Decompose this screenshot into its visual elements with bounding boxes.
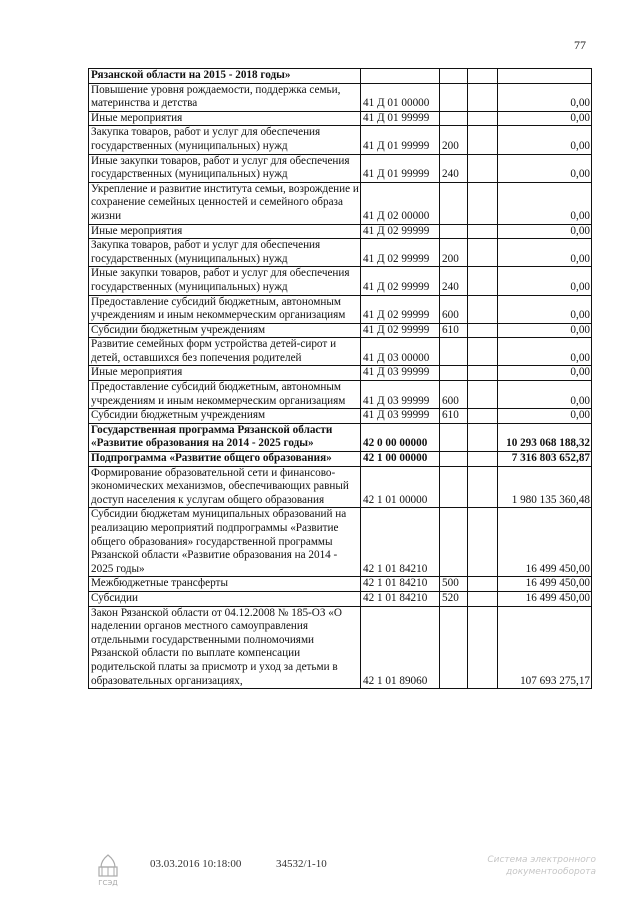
row-empty-cell [468,69,498,84]
row-empty-cell [468,466,498,508]
row-name-cell: Рязанской области на 2015 - 2018 годы» [89,69,361,84]
row-name-cell: Иные мероприятия [89,366,361,381]
row-type-cell [440,508,468,577]
table-row [89,338,592,366]
footer-doc-number: 34532/1-10 [276,858,327,870]
row-sum-cell: 0,00 [498,239,592,267]
table-row [89,239,592,267]
table-row [89,577,592,592]
row-code-cell: 41 Д 02 99999 [361,267,440,295]
row-name-cell: Закупка товаров, работ и услуг для обеспечения государственных (муниципальных) нужд [89,239,361,267]
row-sum-cell: 0,00 [498,154,592,182]
row-empty-cell [468,83,498,111]
row-empty-cell [468,111,498,126]
row-type-cell [440,338,468,366]
footer-date: 03.03.2016 10:18:00 [150,858,242,870]
row-type-cell [440,606,468,689]
row-empty-cell [468,323,498,338]
row-name-cell: Иные закупки товаров, работ и услуг для обеспечения государственных (муниципальных) нужд [89,154,361,182]
budget-table [88,68,592,689]
table-row [89,366,592,381]
row-name-cell: Закупка товаров, работ и услуг для обеспечения государственных (муниципальных) нужд [89,126,361,154]
table-row [89,182,592,224]
row-sum-cell: 16 499 450,00 [498,508,592,577]
row-sum-cell: 0,00 [498,111,592,126]
table-row [89,409,592,424]
row-code-cell: 42 1 01 89060 [361,606,440,689]
table-row [89,508,592,577]
row-empty-cell [468,423,498,451]
row-name-cell: Субсидии бюджетам муниципальных образований на реализацию мероприятий подпрограммы «Развитие общего образования» государственной программы Рязанской области «Развитие образования на 2014 - 2025 годы» [89,508,361,577]
table-row [89,452,592,467]
row-code-cell: 41 Д 03 00000 [361,338,440,366]
row-type-cell: 240 [440,267,468,295]
table-row [89,323,592,338]
row-type-cell: 610 [440,323,468,338]
row-code-cell: 42 1 00 00000 [361,452,440,467]
row-name-cell: Укрепление и развитие института семьи, возрождение и сохранение семейных ценностей и семейного образа жизни [89,182,361,224]
emblem-caption: ГСЭД [98,879,118,887]
row-code-cell: 41 Д 02 99999 [361,323,440,338]
row-sum-cell: 0,00 [498,338,592,366]
row-name-cell: Субсидии бюджетным учреждениям [89,409,361,424]
row-sum-cell: 1 980 135 360,48 [498,466,592,508]
page-number: 77 [574,38,586,52]
row-type-cell [440,224,468,239]
row-empty-cell [468,239,498,267]
row-name-cell: Государственная программа Рязанской области «Развитие образования на 2014 - 2025 годы» [89,423,361,451]
row-type-cell [440,83,468,111]
row-sum-cell: 0,00 [498,366,592,381]
row-name-cell: Межбюджетные трансферты [89,577,361,592]
row-code-cell: 41 Д 02 99999 [361,295,440,323]
row-empty-cell [468,338,498,366]
row-code-cell: 42 0 00 00000 [361,423,440,451]
row-name-cell: Иные мероприятия [89,111,361,126]
row-name-cell: Иные закупки товаров, работ и услуг для обеспечения государственных (муниципальных) нужд [89,267,361,295]
table-row [89,154,592,182]
table-row [89,267,592,295]
row-name-cell: Субсидии бюджетным учреждениям [89,323,361,338]
row-sum-cell [498,69,592,84]
table-row [89,466,592,508]
row-sum-cell: 0,00 [498,267,592,295]
row-type-cell: 600 [440,295,468,323]
row-sum-cell: 7 316 803 652,87 [498,452,592,467]
table-row [89,591,592,606]
row-empty-cell [468,409,498,424]
footer [0,852,640,892]
row-type-cell [440,423,468,451]
row-code-cell: 41 Д 02 00000 [361,182,440,224]
row-type-cell: 520 [440,591,468,606]
row-name-cell: Формирование образовательной сети и финансово-экономических механизмов, обеспечивающих равный доступ населения к услугам общего образования [89,466,361,508]
row-name-cell: Повышение уровня рождаемости, поддержка семьи, материнства и детства [89,83,361,111]
row-code-cell: 41 Д 03 99999 [361,366,440,381]
row-type-cell [440,182,468,224]
row-empty-cell [468,577,498,592]
table-row [89,381,592,409]
row-type-cell: 610 [440,409,468,424]
row-empty-cell [468,154,498,182]
row-sum-cell: 0,00 [498,182,592,224]
row-empty-cell [468,295,498,323]
table-row [89,126,592,154]
row-type-cell [440,452,468,467]
row-sum-cell: 0,00 [498,323,592,338]
row-code-cell: 41 Д 01 99999 [361,154,440,182]
row-sum-cell: 10 293 068 188,32 [498,423,592,451]
row-code-cell: 41 Д 03 99999 [361,409,440,424]
table-row [89,423,592,451]
row-type-cell: 500 [440,577,468,592]
row-name-cell: Иные мероприятия [89,224,361,239]
row-sum-cell: 16 499 450,00 [498,591,592,606]
row-empty-cell [468,381,498,409]
table-row [89,606,592,689]
row-type-cell: 240 [440,154,468,182]
row-name-cell: Развитие семейных форм устройства детей-сирот и детей, оставшихся без попечения родителей [89,338,361,366]
row-sum-cell: 0,00 [498,224,592,239]
row-name-cell: Предоставление субсидий бюджетным, автономным учреждениям и иным некоммерческим организациям [89,381,361,409]
table-row [89,295,592,323]
row-code-cell: 41 Д 02 99999 [361,224,440,239]
row-empty-cell [468,606,498,689]
row-sum-cell: 107 693 275,17 [498,606,592,689]
row-code-cell: 41 Д 02 99999 [361,239,440,267]
row-sum-cell: 0,00 [498,295,592,323]
row-sum-cell: 0,00 [498,409,592,424]
row-code-cell: 42 1 01 84210 [361,591,440,606]
row-code-cell: 41 Д 03 99999 [361,381,440,409]
row-empty-cell [468,224,498,239]
row-code-cell: 42 1 01 84210 [361,577,440,592]
row-type-cell [440,111,468,126]
row-sum-cell: 0,00 [498,126,592,154]
row-type-cell: 200 [440,126,468,154]
row-code-cell: 42 1 01 00000 [361,466,440,508]
row-code-cell [361,69,440,84]
row-sum-cell: 16 499 450,00 [498,577,592,592]
row-empty-cell [468,508,498,577]
row-name-cell: Предоставление субсидий бюджетным, автономным учреждениям и иным некоммерческим организациям [89,295,361,323]
table-row [89,83,592,111]
row-code-cell: 41 Д 01 00000 [361,83,440,111]
row-type-cell: 600 [440,381,468,409]
row-code-cell: 42 1 01 84210 [361,508,440,577]
row-empty-cell [468,126,498,154]
table-row [89,111,592,126]
row-empty-cell [468,591,498,606]
footer-watermark: Система электронного документооборота [487,855,596,877]
row-empty-cell [468,366,498,381]
emblem-icon [86,852,130,888]
row-empty-cell [468,182,498,224]
row-name-cell: Закон Рязанской области от 04.12.2008 № 185-ОЗ «О наделении органов местного самоуправления отдельными государственными полномочиями Рязанской области по выплате компенсации родительской платы за присмотр и уход за детьми в образовательных организациях, [89,606,361,689]
table-row [89,69,592,84]
row-code-cell: 41 Д 01 99999 [361,126,440,154]
row-empty-cell [468,267,498,295]
row-type-cell [440,69,468,84]
row-name-cell: Субсидии [89,591,361,606]
table-row [89,224,592,239]
row-code-cell: 41 Д 01 99999 [361,111,440,126]
row-type-cell [440,466,468,508]
row-sum-cell: 0,00 [498,83,592,111]
row-sum-cell: 0,00 [498,381,592,409]
row-type-cell: 200 [440,239,468,267]
row-name-cell: Подпрограмма «Развитие общего образования» [89,452,361,467]
row-empty-cell [468,452,498,467]
row-type-cell [440,366,468,381]
